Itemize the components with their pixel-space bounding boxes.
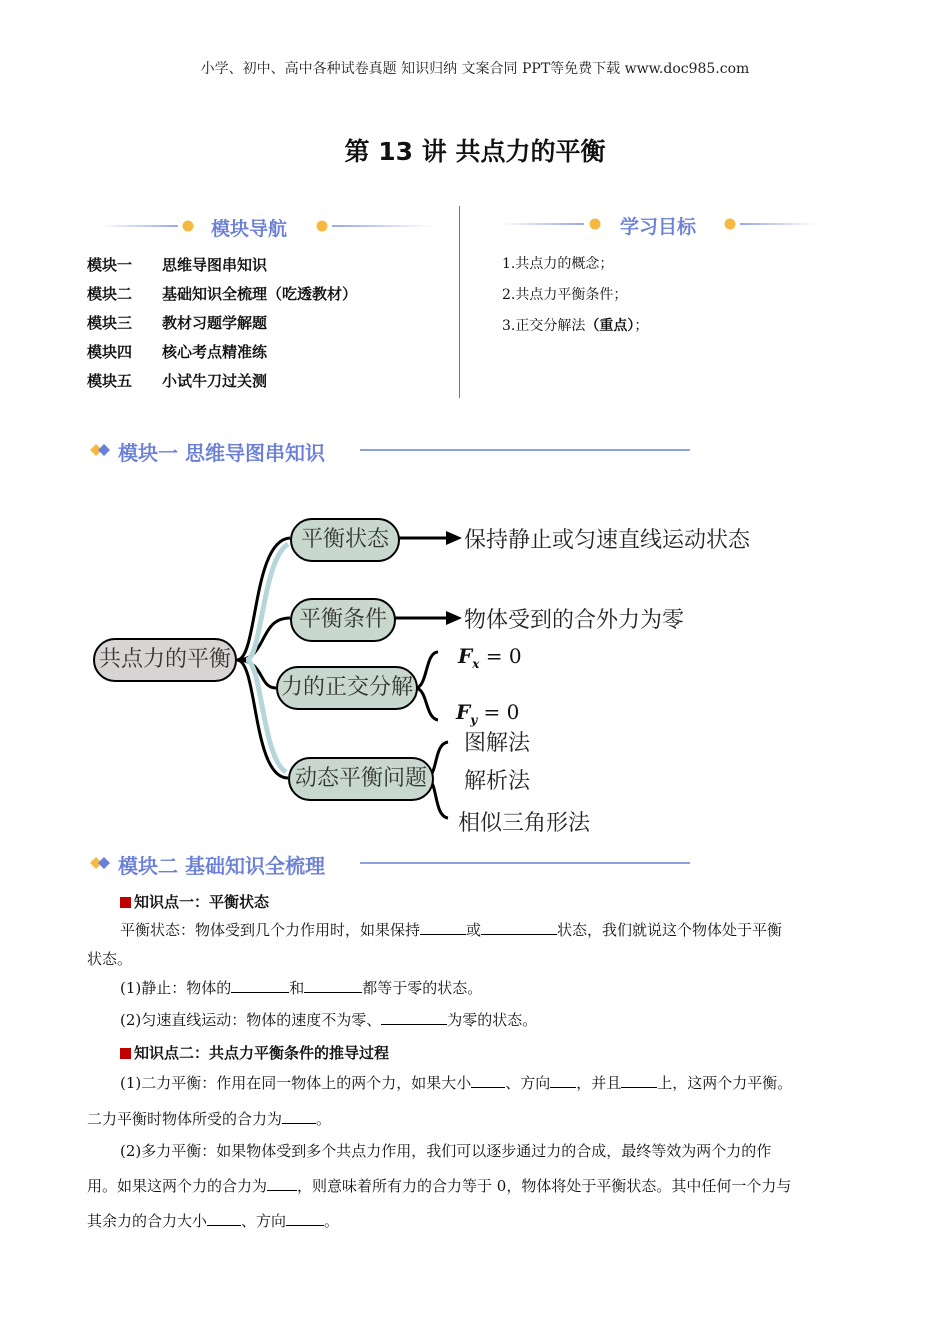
mindmap-root-node: 共点力的平衡 — [93, 638, 237, 682]
learning-goals-list — [502, 253, 648, 346]
kp2-item-1-cont: 二力平衡时物体所受的合力为 。 — [87, 1105, 331, 1134]
mindmap-node-dynamic: 动态平衡问题 — [288, 757, 434, 801]
module-nav-list — [87, 254, 357, 399]
goal-item: 2.共点力平衡条件； — [502, 287, 628, 303]
red-square-icon — [120, 897, 131, 908]
mindmap-node-decomposition: 力的正交分解 — [276, 666, 418, 710]
kp2-item-2: (2)多力平衡：如果物体受到多个共点力作用，我们可以逐步通过力的合成，最终等效为两个力的作 — [120, 1142, 772, 1160]
kp2-item-2-cont2: 其余力的合力大小 、方向 。 — [87, 1207, 339, 1236]
dot-icon — [183, 221, 194, 232]
mindmap-leaf-graphical: 图解法 — [464, 731, 531, 756]
nav-item: 模块四 核心考点精准练 — [87, 343, 268, 361]
mindmap-leaf-condition: 物体受到的合外力为零 — [464, 608, 685, 633]
mindmap-node-condition: 平衡条件 — [290, 598, 396, 642]
section-rule — [360, 862, 690, 864]
kp1-item-2: (2)匀速直线运动：物体的速度不为零、 为零的状态。 — [120, 1006, 537, 1035]
mindmap-leaf-fx: $F_x = 0$ — [458, 644, 522, 671]
page-header: 小学、初中、高中各种试卷真题 知识归纳 文案合同 PPT等免费下载 www.doc985.com — [200, 61, 750, 77]
knowledge-point-2-title: 知识点二：共点力平衡条件的推导过程 — [120, 1042, 389, 1063]
dot-icon — [590, 219, 601, 230]
nav-heading: 模块导航 — [211, 218, 288, 240]
page-title: 第 13 讲 共点力的平衡 — [344, 137, 606, 166]
nav-item: 模块一 思维导图串知识 — [87, 256, 268, 274]
mindmap-leaf-similar-triangles: 相似三角形法 — [458, 811, 591, 836]
mindmap-node-state: 平衡状态 — [290, 518, 400, 562]
section-rule — [360, 449, 690, 451]
kp1-paragraph-cont: 状态。 — [87, 950, 133, 968]
double-chevron-icon — [88, 853, 112, 873]
section-heading-2: 模块二 基础知识全梳理 — [118, 854, 325, 878]
knowledge-point-1-title: 知识点一：平衡状态 — [120, 891, 269, 912]
kp1-item-1: (1)静止：物体的 和 都等于零的状态。 — [120, 974, 482, 1003]
mindmap-leaf-fy: $F_y = 0$ — [456, 700, 520, 727]
kp2-item-1: (1)二力平衡：作用在同一物体上的两个力，如果大小 、方向 ，并且 上，这两个力平衡。 — [120, 1069, 792, 1098]
mindmap-leaf-state: 保持静止或匀速直线运动状态 — [464, 528, 751, 553]
dot-icon — [317, 221, 328, 232]
red-square-icon — [120, 1048, 131, 1059]
goals-heading: 学习目标 — [620, 216, 697, 238]
goal-item: 1.共点力的概念； — [502, 256, 614, 272]
section-heading-1: 模块一 思维导图串知识 — [118, 441, 325, 465]
nav-item: 模块五 小试牛刀过关测 — [87, 372, 268, 390]
goal-item: 3.正交分解法（重点）； — [502, 318, 649, 334]
kp1-paragraph: 平衡状态：物体受到几个力作用时，如果保持 或 状态，我们就说这个物体处于平衡 — [120, 916, 865, 945]
kp2-item-2-cont: 用。如果这两个力的合力为 ，则意味着所有力的合力等于 0，物体将处于平衡状态。其中任何一个力与 — [87, 1172, 791, 1201]
column-divider — [459, 206, 460, 398]
dot-icon — [725, 219, 736, 230]
nav-item: 模块三 教材习题学解题 — [87, 314, 268, 332]
double-chevron-icon — [88, 440, 112, 460]
nav-item: 模块二 基础知识全梳理（吃透教材） — [87, 285, 358, 303]
mindmap-leaf-analytic: 解析法 — [464, 769, 531, 794]
